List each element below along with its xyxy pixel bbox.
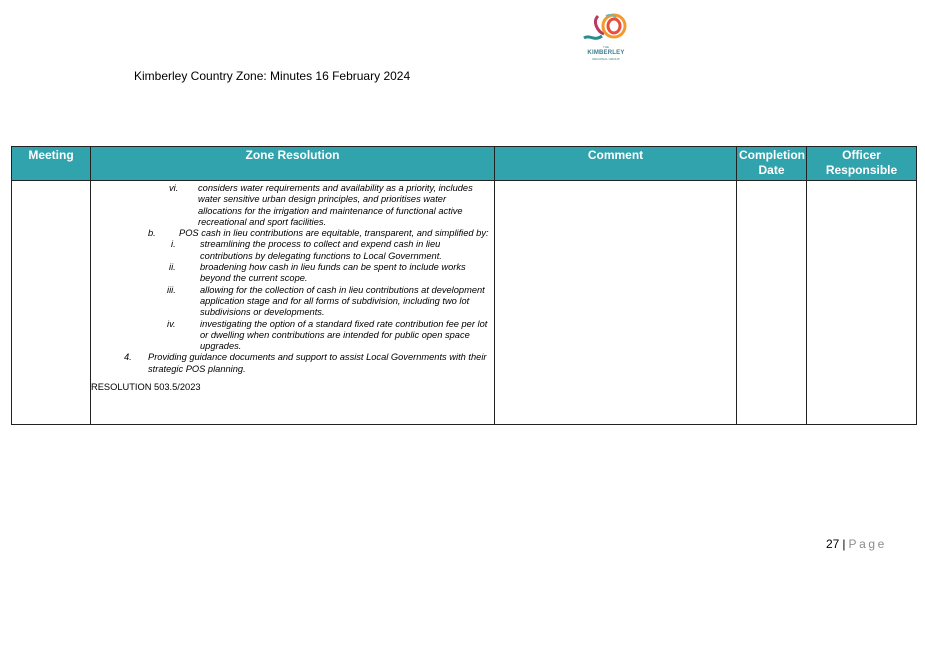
page-footer: [826, 537, 887, 551]
table-row: [12, 181, 917, 425]
list-text: POS cash in lieu contributions are equitable, transparent, and simplified by:: [179, 228, 489, 239]
column-header-comment: Comment: [495, 147, 737, 181]
column-header-meeting: Meeting: [12, 147, 91, 181]
list-text: allowing for the collection of cash in lieu contributions at development application stage and for all forms of subdivision, including two lot subdivisions or developments.: [200, 284, 485, 318]
zone-resolution-cell: [91, 181, 495, 425]
list-number: 4.: [124, 352, 132, 363]
list-text: considers water requirements and availability as a priority, includes water sensitive urban design principles, and prioritises water allocations for the irrigation and maintenance of functional active recreational and sport facilities.: [198, 183, 473, 227]
logo-text-kimberley: KIMBERLEY: [587, 50, 625, 56]
list-number: i.: [171, 239, 176, 250]
column-header-officer-responsible: Officer Responsible: [807, 147, 917, 181]
document-title: Kimberley Country Zone: Minutes 16 February 2024: [134, 69, 411, 83]
list-item-b: [91, 228, 492, 239]
comment-cell: [495, 181, 737, 425]
list-item-i: [91, 239, 492, 262]
list-number: iii.: [167, 284, 176, 295]
page-separator: |: [842, 537, 846, 551]
table-header-row: [12, 147, 917, 181]
list-item-iii: [91, 285, 492, 319]
list-item-vi: [91, 183, 490, 228]
meeting-cell: [12, 181, 91, 425]
minutes-table: [11, 146, 917, 425]
column-header-completion-date: Completion Date: [737, 147, 807, 181]
list-number: vi.: [169, 183, 179, 193]
logo-text-regional-group: REGIONAL GROUP: [592, 57, 620, 61]
logo-emblem-icon: [582, 12, 630, 46]
list-text: streamlining the process to collect and expend cash in lieu contributions by delegating functions to Local Government.: [200, 239, 442, 261]
list-text: Providing guidance documents and support to assist Local Governments with their strategic POS planning.: [148, 352, 487, 374]
officer-responsible-cell: [807, 181, 917, 425]
list-item-ii: [91, 262, 492, 285]
list-number: b.: [148, 228, 156, 239]
logo-text-the: THE: [603, 45, 609, 49]
completion-date-cell: [737, 181, 807, 425]
list-number: ii.: [169, 262, 176, 273]
list-item-4: [91, 352, 488, 375]
kimberley-regional-group-logo: [576, 12, 636, 67]
column-header-zone-resolution: Zone Resolution: [91, 147, 495, 181]
resolution-number: RESOLUTION 503.5/2023: [91, 382, 201, 393]
list-text: investigating the option of a standard fixed rate contribution fee per lot or dwelling when contributions are intended for public open space upgrades.: [200, 318, 488, 352]
list-number: iv.: [167, 318, 176, 329]
list-item-iv: [91, 319, 494, 353]
page-number: 27: [826, 537, 840, 551]
list-text: broadening how cash in lieu funds can be spent to include works beyond the current scope.: [200, 262, 466, 284]
page-label: Page: [848, 537, 887, 551]
